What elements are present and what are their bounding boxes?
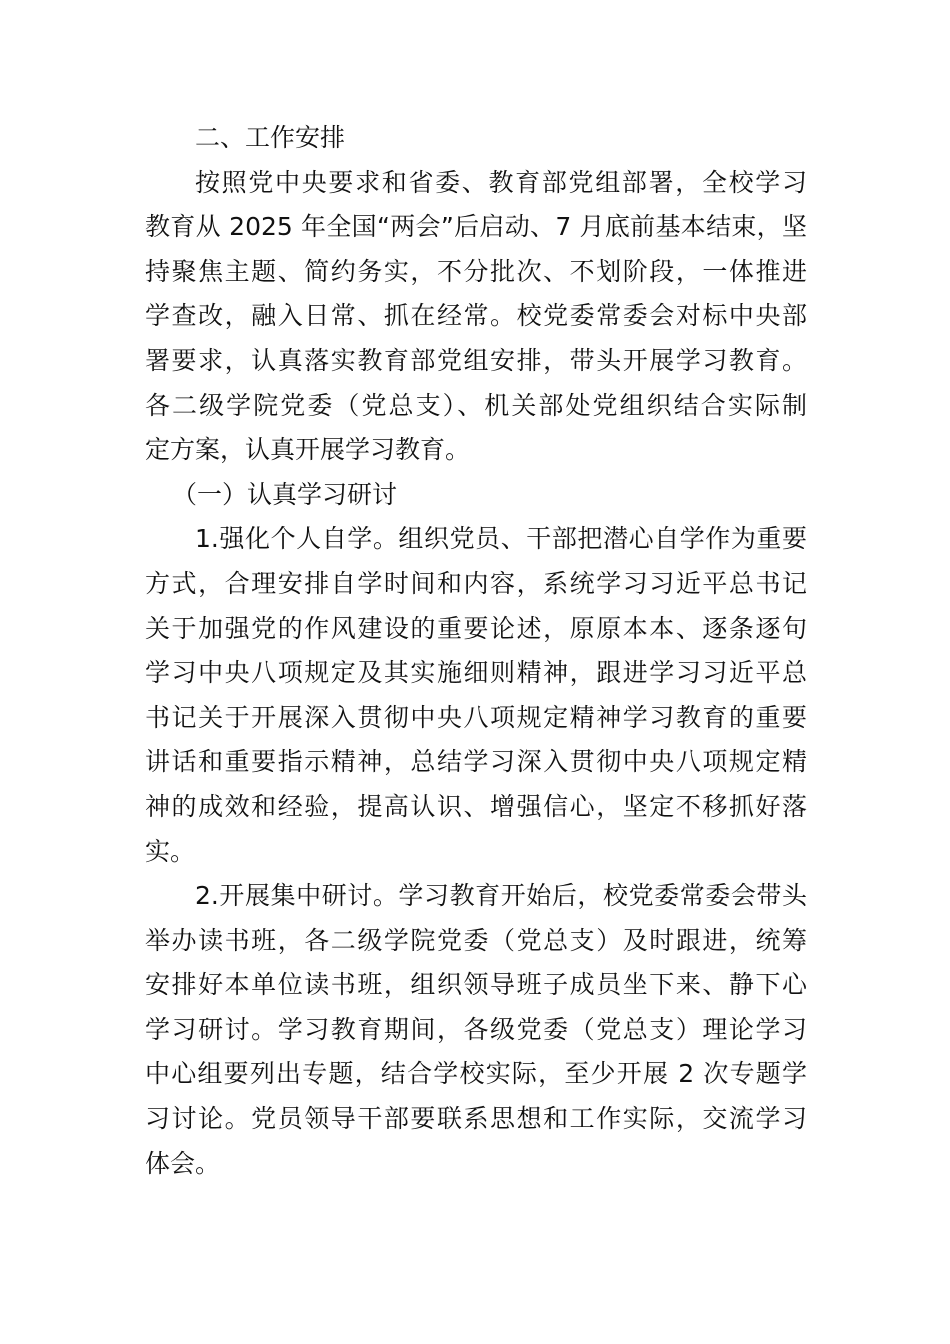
paragraph-line: 方式，合理安排自学时间和内容，系统学习习近平总书记 <box>145 568 807 598</box>
paragraph-line: 署要求，认真落实教育部党组安排，带头开展学习教育。 <box>145 345 807 375</box>
paragraph-line: 学习中央八项规定及其实施细则精神，跟进学习习近平总 <box>145 658 807 688</box>
paragraph-line: 习讨论。党员领导干部要联系思想和工作实际，交流学习 <box>145 1104 807 1134</box>
paragraph-group-study <box>145 874 807 1186</box>
paragraph-line: 2.开展集中研讨。学习教育开始后，校党委常委会带头 <box>195 881 807 911</box>
paragraph-line: 体会。 <box>145 1148 221 1178</box>
paragraph-line: 各二级学院党委（党总支）、机关部处党组织结合实际制 <box>145 390 807 420</box>
subheading: （一）认真学习研讨 <box>172 479 398 509</box>
paragraph-line: 中心组要列出专题，结合学校实际，至少开展 2 次专题学 <box>145 1059 807 1089</box>
paragraph-line: 教育从 2025 年全国“两会”后启动、7 月底前基本结束，坚 <box>145 212 807 242</box>
paragraph-line: 学查改，融入日常、抓在经常。校党委常委会对标中央部 <box>145 301 807 331</box>
paragraph-line: 持聚焦主题、简约务实，不分批次、不划阶段，一体推进 <box>145 256 807 286</box>
paragraph-line: 实。 <box>145 836 196 866</box>
paragraph-line: 神的成效和经验，提高认识、增强信心，坚定不移抓好落 <box>145 791 807 821</box>
paragraph-line: 按照党中央要求和省委、教育部党组部署，全校学习 <box>195 167 807 197</box>
document-body <box>145 116 807 1186</box>
paragraph-line: 安排好本单位读书班，组织领导班子成员坐下来、静下心 <box>145 970 807 1000</box>
paragraph-work-arrangement <box>145 161 807 473</box>
paragraph-line: 举办读书班，各二级学院党委（党总支）及时跟进，统筹 <box>145 925 807 955</box>
paragraph-line: 讲话和重要指示精神，总结学习深入贯彻中央八项规定精 <box>145 747 807 777</box>
section-heading: 二、工作安排 <box>195 123 346 152</box>
paragraph-self-study <box>145 517 807 874</box>
paragraph-line: 1.强化个人自学。组织党员、干部把潜心自学作为重要 <box>195 524 807 554</box>
paragraph-line: 学习研讨。学习教育期间，各级党委（党总支）理论学习 <box>145 1014 807 1044</box>
paragraph-line: 书记关于开展深入贯彻中央八项规定精神学习教育的重要 <box>145 702 807 732</box>
paragraph-line: 关于加强党的作风建设的重要论述，原原本本、逐条逐句 <box>145 613 807 643</box>
paragraph-line: 定方案，认真开展学习教育。 <box>145 435 471 465</box>
